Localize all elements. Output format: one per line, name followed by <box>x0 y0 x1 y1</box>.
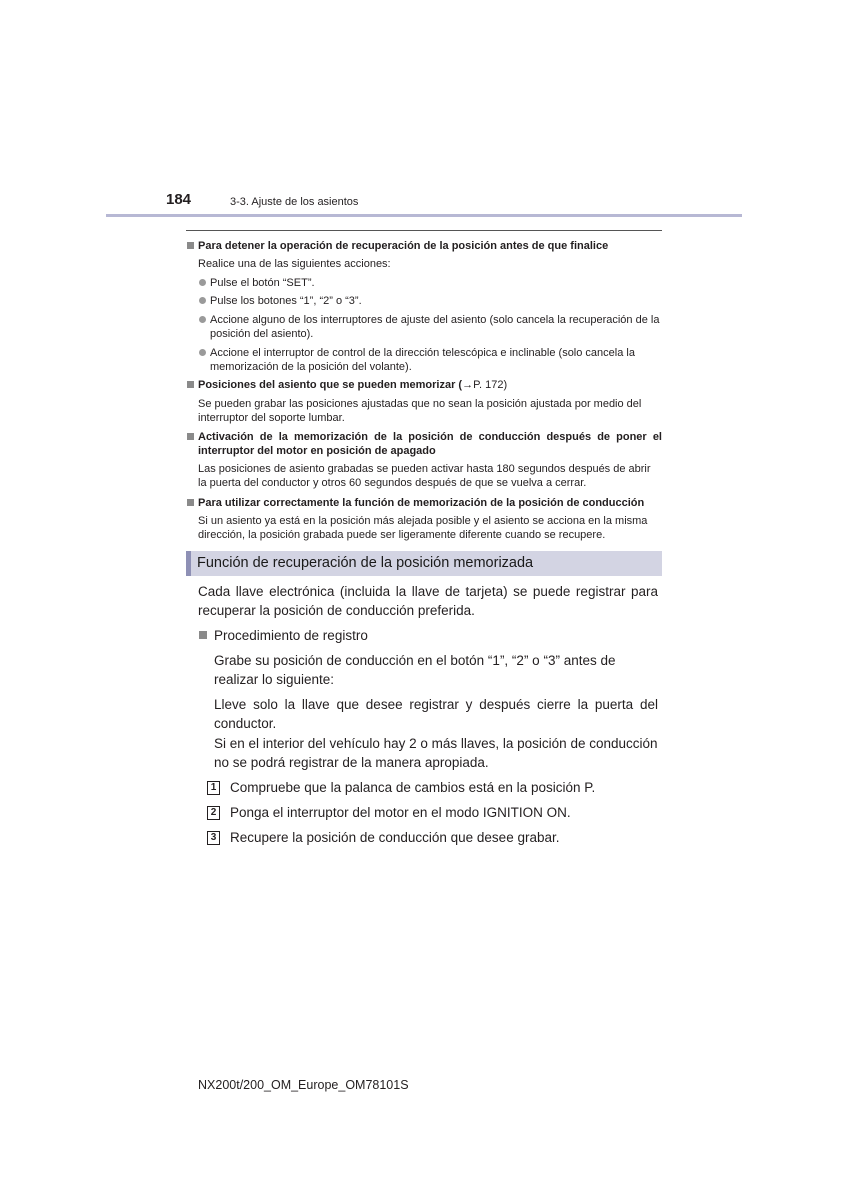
note-intro: Realice una de las siguientes acciones: <box>198 258 391 270</box>
note-title: Activación de la memorización de la posición de conducción después de poner el interruptor del motor en posición de apagado <box>198 431 662 457</box>
square-bullet-icon <box>187 381 194 388</box>
note-body: Se pueden grabar las posiciones ajustadas que no sean la posición ajustada por medio del interruptor del soporte lumbar. <box>198 398 642 424</box>
intro-paragraph: Cada llave electrónica (incluida la llave de tarjeta) se puede registrar para recuperar la posición de conducción preferida. <box>198 584 658 618</box>
dot-bullet-icon <box>199 279 206 286</box>
dot-bullet-icon <box>199 349 206 356</box>
section-reference: 3-3. Ajuste de los asientos <box>230 196 359 208</box>
page-reference: →P. 172) <box>462 379 508 391</box>
step-number: 2 <box>207 806 220 820</box>
dot-bullet-icon <box>199 316 206 323</box>
note-title <box>198 378 662 392</box>
step-number: 3 <box>207 831 220 845</box>
paragraph: Grabe su posición de conducción en el botón “1”, “2” o “3” antes de realizar lo siguiente: <box>214 653 616 687</box>
step-text: Ponga el interruptor del motor en el modo IGNITION ON. <box>230 805 571 820</box>
square-bullet-icon <box>199 631 207 639</box>
bullet-item: Pulse los botones “1”, “2” o “3”. <box>210 295 362 307</box>
bullet-item: Accione alguno de los interruptores de ajuste del asiento (solo cancela la recuperación de la posición del asiento). <box>210 314 660 340</box>
square-bullet-icon <box>187 499 194 506</box>
bullet-item: Accione el interruptor de control de la dirección telescópica e inclinable (solo cancela la memorización de la posición del volante). <box>210 347 635 373</box>
dot-bullet-icon <box>199 297 206 304</box>
subheading: Procedimiento de registro <box>214 628 368 643</box>
header-divider <box>106 214 742 217</box>
note-body: Si un asiento ya está en la posición más alejada posible y el asiento se acciona en la misma dirección, la posición grabada puede ser ligeramente diferente cuando se recupere. <box>198 515 648 541</box>
footer-code: NX200t/200_OM_Europe_OM78101S <box>198 1078 409 1092</box>
paragraph: Si en el interior del vehículo hay 2 o más llaves, la posición de conducción no se podrá registrar de la manera apropiada. <box>214 736 658 770</box>
notes-divider <box>186 230 662 231</box>
note-title-text: Posiciones del asiento que se pueden memorizar ( <box>198 379 463 391</box>
note-body: Las posiciones de asiento grabadas se pueden activar hasta 180 segundos después de abrir la puerta del conductor y otros 60 segundos después de que se vuelva a cerrar. <box>198 463 651 489</box>
note-title: Para detener la operación de recuperación de la posición antes de que finalice <box>198 240 609 252</box>
square-bullet-icon <box>187 433 194 440</box>
section-heading-accent <box>186 551 191 576</box>
step-text: Recupere la posición de conducción que desee grabar. <box>230 830 560 845</box>
square-bullet-icon <box>187 242 194 249</box>
section-heading: Función de recuperación de la posición memorizada <box>197 555 534 571</box>
page-number: 184 <box>166 191 192 208</box>
note-title: Para utilizar correctamente la función de memorización de la posición de conducción <box>198 497 645 509</box>
step-text: Compruebe que la palanca de cambios está en la posición P. <box>230 780 596 795</box>
bullet-item: Pulse el botón “SET”. <box>210 277 315 289</box>
paragraph: Lleve solo la llave que desee registrar y después cierre la puerta del conductor. <box>214 697 658 731</box>
step-number: 1 <box>207 781 220 795</box>
